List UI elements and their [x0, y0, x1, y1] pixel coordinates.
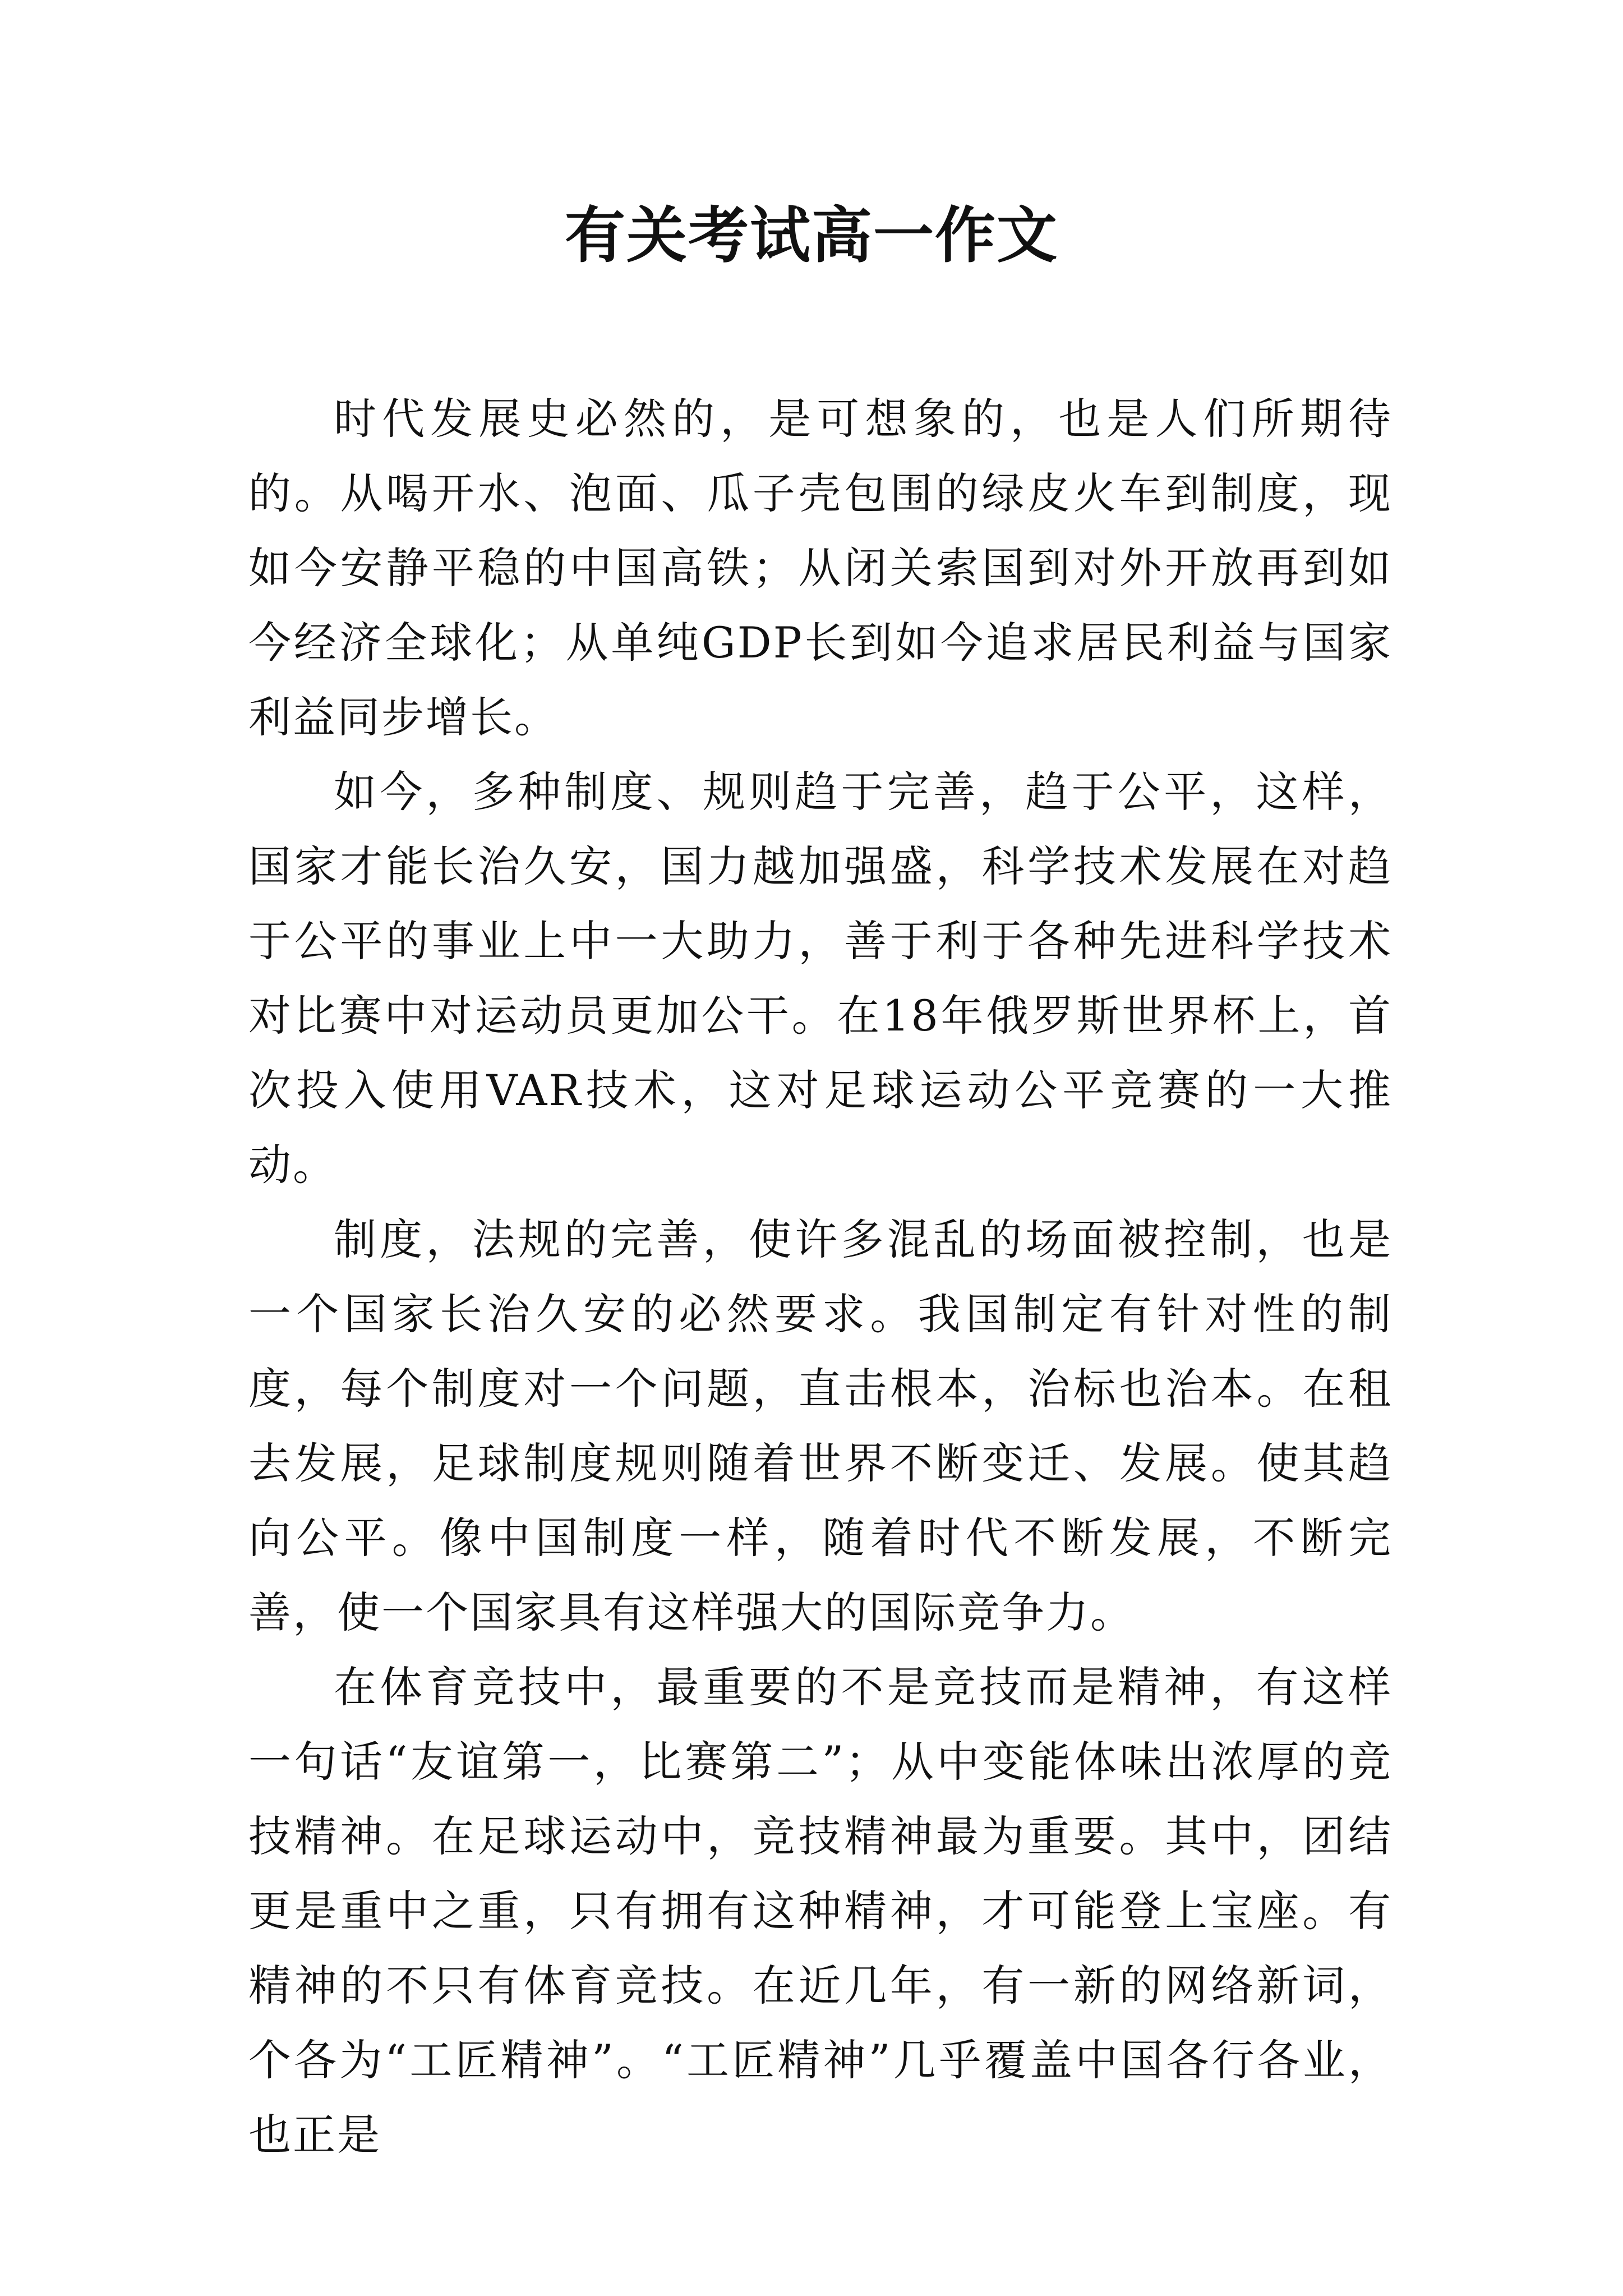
document-title: 有关考试高一作文 — [564, 200, 1058, 271]
paragraph: 如今，多种制度、规则趋于完善，趋于公平，这样，国家才能长治久安，国力越加强盛，科学技术发展在对趋于公平的事业上中一大助力，善于利于各种先进科学技术对比赛中对运动员更加公干。在18年俄罗斯世界杯上，首次投入使用VAR技术，这对足球运动公平竞赛的一大推动。 — [248, 767, 1393, 1190]
essay-body — [248, 381, 1393, 2172]
paragraph: 时代发展史必然的，是可想象的，也是人们所期待的。从喝开水、泡面、瓜子壳包围的绿皮火车到制度，现如今安静平稳的中国高铁；从闭关索国到对外开放再到如今经济全球化；从单纯GDP长到如今追求居民利益与国家利益同步增长。 — [248, 394, 1393, 742]
paragraph: 在体育竞技中，最重要的不是竞技而是精神，有这样一句话“友谊第一，比赛第二”；从中变能体味出浓厚的竞技精神。在足球运动中，竞技精神最为重要。其中，团结更是重中之重，只有拥有这种精神，才可能登上宝座。有精神的不只有体育竞技。在近几年，有一新的网络新词，个各为“工匠精神”。“工匠精神”几乎覆盖中国各行各业，也正是 — [248, 1662, 1393, 2160]
paragraph: 制度，法规的完善，使许多混乱的场面被控制，也是一个国家长治久安的必然要求。我国制定有针对性的制度，每个制度对一个问题，直击根本，治标也治本。在租去发展，足球制度规则随着世界不断变迁、发展。使其趋向公平。像中国制度一样，随着时代不断发展，不断完善，使一个国家具有这样强大的国际竞争力。 — [248, 1214, 1393, 1637]
